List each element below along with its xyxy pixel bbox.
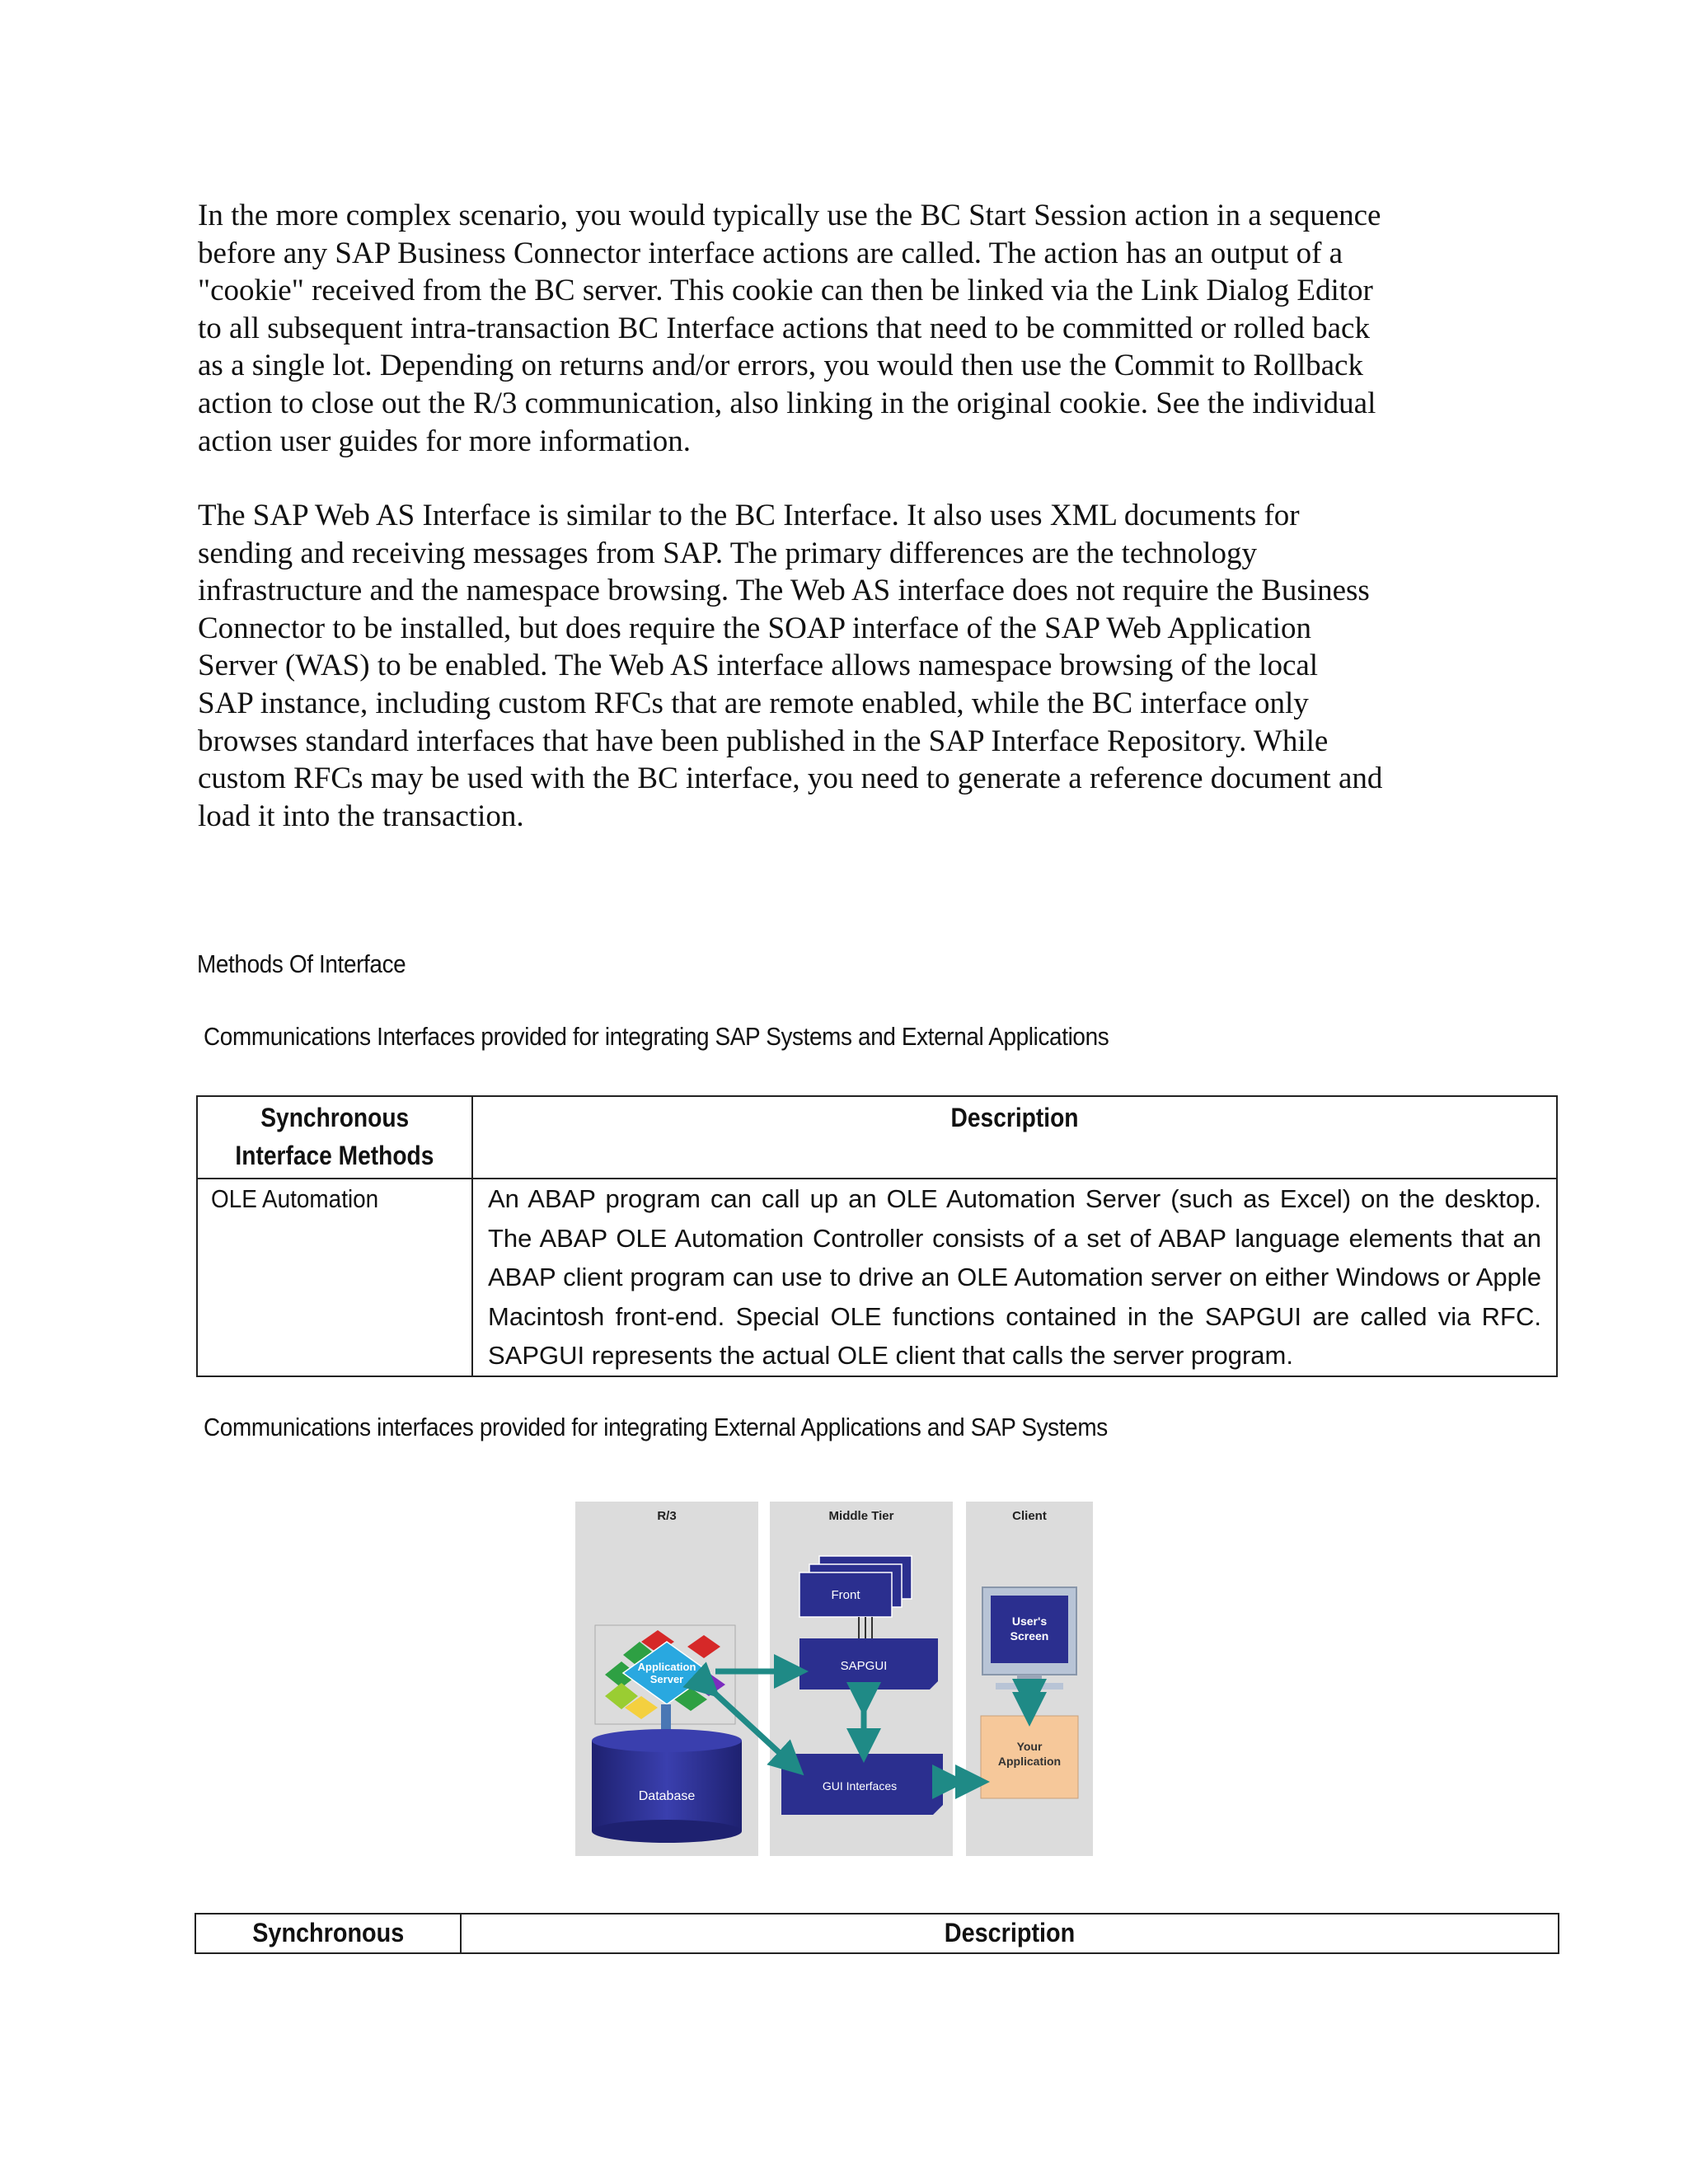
cell-method: OLE Automation: [197, 1179, 472, 1376]
cell-description: An ABAP program can call up an OLE Automation Server (such as Excel) on the desktop. The ABAP OLE Automation Controller consists of a set of ABAP language elements that an ABAP client program can use to drive an OLE Automation server on either Windows or Apple Macintosh front-end. Special OLE functions contained in the SAPGUI are called via RFC. SAPGUI represents the actual OLE client that calls the server program.: [472, 1179, 1557, 1376]
database-cylinder: [592, 1729, 742, 1843]
label-middle-tier: Middle Tier: [828, 1509, 894, 1523]
table-row: [197, 1179, 1557, 1376]
diagram-caption-external-to-sap: Communications interfaces provided for integrating External Applications and SAP Systems: [204, 1413, 1108, 1441]
your-application-label-1: Your: [1016, 1740, 1043, 1753]
table-caption-sap-to-external: Communications Interfaces provided for integrating SAP Systems and External Applications: [204, 1022, 1109, 1051]
app-server-label-2: Server: [649, 1673, 684, 1685]
header-description: Description: [461, 1914, 1559, 1953]
architecture-diagram: [575, 1502, 1093, 1856]
users-screen-label-2: Screen: [1010, 1629, 1049, 1643]
header-synchronous-methods: [197, 1096, 472, 1179]
front-label: Front: [831, 1588, 860, 1602]
synchronous-methods-table-2: [195, 1913, 1559, 1954]
interface-methods-table: [196, 1095, 1558, 1377]
label-r3: R/3: [657, 1509, 677, 1523]
gui-interfaces-label: GUI Interfaces: [822, 1779, 898, 1793]
header-description: Description: [472, 1096, 1557, 1179]
your-application-label-2: Application: [997, 1755, 1062, 1768]
table-header-row: [195, 1914, 1559, 1953]
database-label: Database: [638, 1789, 696, 1803]
label-client: Client: [1012, 1509, 1047, 1523]
app-server-label-1: Application: [637, 1661, 696, 1673]
paragraph-web-as-interface: The SAP Web AS Interface is similar to the BC Interface. It also uses XML documents for sending and receiving messages from SAP. The primary differences are the technology infrastructure and the namespace browsing. The Web AS interface does not require the Business Connector to be installed, but does require the SOAP interface of the SAP Web Application Server (WAS) to be enabled. The Web AS interface allows namespace browsing of the local SAP instance, including custom RFCs that are remote enabled, while the BC interface only browses standard interfaces that have been published in the SAP Interface Repository. While custom RFCs may be used with the BC interface, you need to generate a reference document and load it into the transaction.: [198, 499, 1383, 833]
header-synchronous: Synchronous: [195, 1914, 461, 1953]
users-screen-label-1: User's: [1011, 1615, 1048, 1628]
paragraph-bc-session: In the more complex scenario, you would typically use the BC Start Session action in a sequence before any SAP Business Connector interface actions are called. The action has an output of a "cookie" received from the BC server. This cookie can then be linked via the Link Dialog Editor to all subsequent intra-transaction BC Interface actions that need to be committed or rolled back as a single lot. Depending on returns and/or errors, you would then use the Commit to Rollback action to close out the R/3 communication, also linking in the original cookie. See the individual action user guides for more information.: [198, 199, 1381, 458]
sapgui-label: SAPGUI: [840, 1659, 888, 1673]
header-line-1: Synchronous: [260, 1103, 409, 1132]
section-heading: Methods Of Interface: [197, 949, 406, 978]
header-line-2: Interface Methods: [235, 1141, 434, 1170]
table-header-row: [197, 1096, 1557, 1179]
